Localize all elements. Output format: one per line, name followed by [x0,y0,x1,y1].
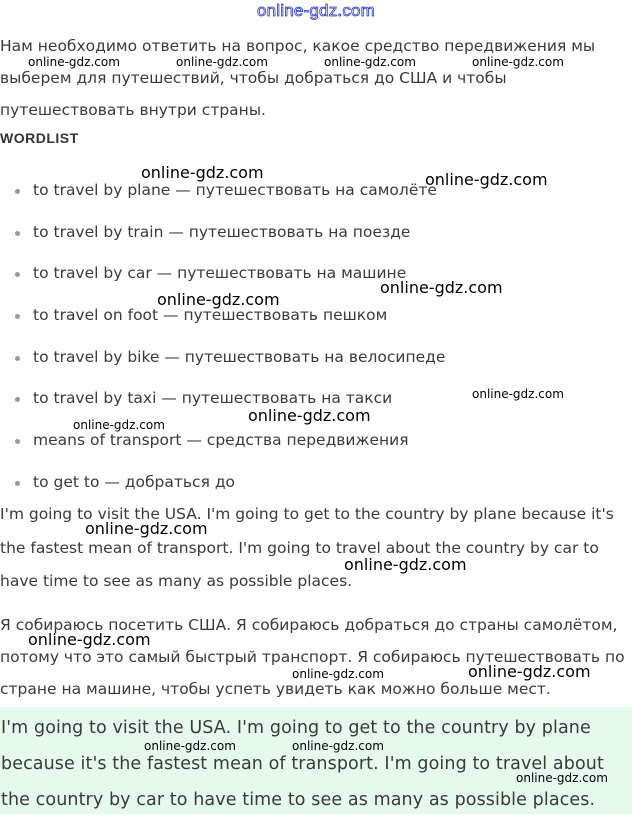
watermark: online-gdz.com [344,555,467,574]
wordlist-item [0,170,445,212]
wordlist-item-text: means of transport — средства передвижения [33,431,409,450]
bullet-icon [15,314,20,319]
bullet-icon [15,439,20,444]
wordlist-item [0,295,445,337]
watermark: online-gdz.com [425,170,548,189]
watermark: online-gdz.com [176,55,268,69]
watermark: online-gdz.com [157,290,280,309]
wordlist-item-text: to get to — добраться до [33,472,236,491]
watermark: online-gdz.com [28,630,151,649]
watermark: online-gdz.com [516,771,608,785]
watermark: online-gdz.com [28,55,120,69]
answer-russian: Я собираюсь посетить США. Я собираюсь добраться до страны самолётом, потому что это самый быстрый транспорт. Я собираюсь путешествовать по стране на машине, чтобы успеть увидеть как можно больше мест. [0,616,625,698]
watermark: online-gdz.com [141,163,264,182]
bullet-icon [15,356,20,361]
watermark: online-gdz.com [248,406,371,425]
bullet-icon [15,481,20,486]
bullet-icon [15,231,20,236]
wordlist [0,170,445,504]
wordlist-item-text: to travel by bike — путешествовать на велосипеде [33,347,446,366]
watermark: online-gdz.com [380,278,503,297]
wordlist-item-text: to travel by taxi — путешествовать на такси [33,389,393,408]
watermark: online-gdz.com [292,739,384,753]
watermark: online-gdz.com [85,519,208,538]
wordlist-item [0,212,445,254]
highlighted-answer-text: I'm going to visit the USA. I'm going to get to the country by plane because it's the fastest mean of transport. I'm going to travel about the country by car to have time to see as many as possible places. [1,718,604,810]
watermark: online-gdz.com [292,667,384,681]
highlighted-answer-box [0,707,632,814]
watermark: online-gdz.com [468,662,591,681]
bullet-icon [15,189,20,194]
watermark: online-gdz.com [73,418,165,432]
bullet-icon [15,397,20,402]
wordlist-item-text: to travel on foot — путешествовать пешком [33,306,388,325]
wordlist-item [0,253,445,295]
bullet-icon [15,272,20,277]
wordlist-item-text: to travel by plane — путешествовать на самолёте [33,181,437,199]
watermark: online-gdz.com [472,387,564,401]
wordlist-item-text: to travel by car — путешествовать на машине [33,264,407,283]
watermark: online-gdz.com [324,55,416,69]
wordlist-item [0,337,445,379]
watermark: online-gdz.com [144,739,236,753]
site-watermark-header: online-gdz.com [256,1,376,20]
answer-english: I'm going to visit the USA. I'm going to get to the country by plane because it's the fastest mean of transport. I'm going to travel about the country by car to have time to see as many as possible places. [0,505,614,590]
wordlist-item-text: to travel by train — путешествовать на поезде [33,222,411,241]
watermark: online-gdz.com [472,55,564,69]
intro-paragraph: Нам необходимо ответить на вопрос, какое средство передвижения мы выберем для путешествий, чтобы добраться до США и чтобы путешествовать внутри страны. [0,37,596,119]
wordlist-item [0,420,445,462]
wordlist-heading: WORDLIST [0,130,79,146]
wordlist-item [0,378,445,420]
